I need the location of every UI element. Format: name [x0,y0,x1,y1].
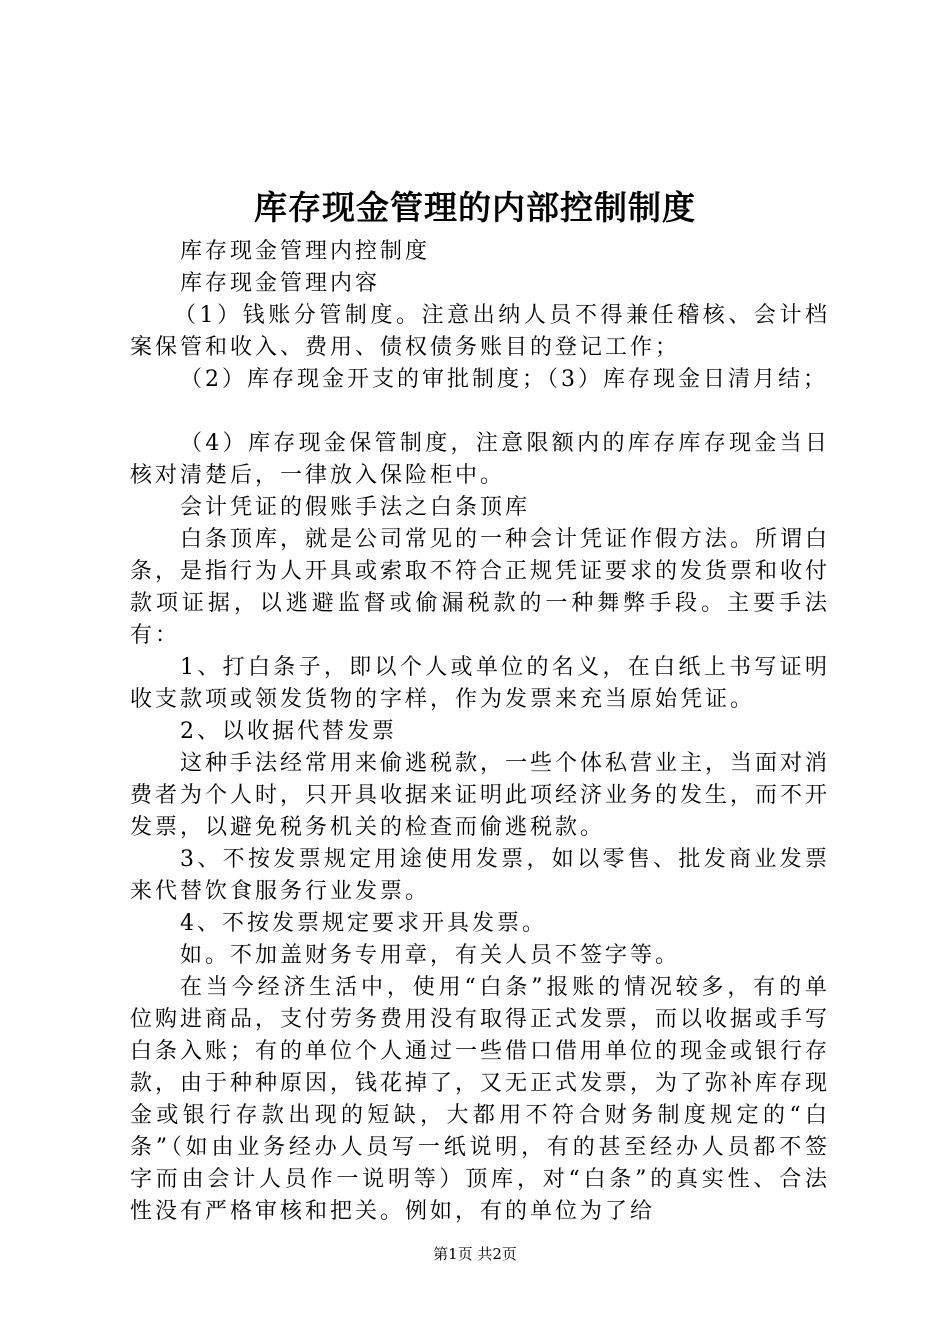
paragraph: 库存现金管理内控制度 [180,239,431,264]
paragraph: 4、不按发票规定要求开具发票。 [180,911,547,936]
paragraph: （2）库存现金开支的审批制度；（3）库存现金日清月结； [180,367,828,392]
paragraph: 这种手法经常用来偷逃税款，一些个体私营业主，当面对消费者为个人时，只开具收据来证明此项经济业务的发生，而不开发票，以避免税务机关的检查而偷逃税款。 [130,751,831,840]
paragraph: 库存现金管理内容 [180,271,381,296]
paragraph: 2、以收据代替发票 [180,719,397,744]
paragraph: 白条顶库，就是公司常见的一种会计凭证作假方法。所谓白条，是指行为人开具或索取不符合正规凭证要求的发货票和收付款项证据，以逃避监督或偷漏税款的一种舞弊手段。主要手法有： [130,527,831,648]
paragraph: 如。不加盖财务专用章，有关人员不签字等。 [180,943,681,968]
paragraph: （1）钱账分管制度。注意出纳人员不得兼任稽核、会计档案保管和收入、费用、债权债务账目的登记工作； [130,303,830,360]
document-title: 库存现金管理的内部控制制度 [254,188,696,227]
paragraph: 1、打白条子，即以个人或单位的名义，在白纸上书写证明收支款项或领发货物的字样，作为发票来充当原始凭证。 [130,655,830,712]
page-footer: 第1页 共2页 [433,1245,517,1263]
paragraph: （4）库存现金保管制度，注意限额内的库存库存现金当日核对清楚后，一律放入保险柜中。 [130,431,830,488]
paragraph: 3、不按发票规定用途使用发票，如以零售、批发商业发票来代替饮食服务行业发票。 [130,847,830,904]
paragraph: 在当今经济生活中，使用“白条”报账的情况较多，有的单位购进商品，支付劳务费用没有取得正式发票，而以收据或手写白条入账；有的单位个人通过一些借口借用单位的现金或银行存款，由于种种原因，钱花掉了，又无正式发票，为了弥补库存现金或银行存款出现的短缺，大都用不符合财务制度规定的“白条”（如由业务经办人员写一纸说明，有的甚至经办人员都不签字而由会计人员作一说明等）顶库，对“白条”的真实性、合法性没有严格审核和把关。例如，有的单位为了给 [130,975,831,1224]
document-body [130,236,830,1228]
paragraph: 会计凭证的假账手法之白条顶库 [180,495,531,520]
